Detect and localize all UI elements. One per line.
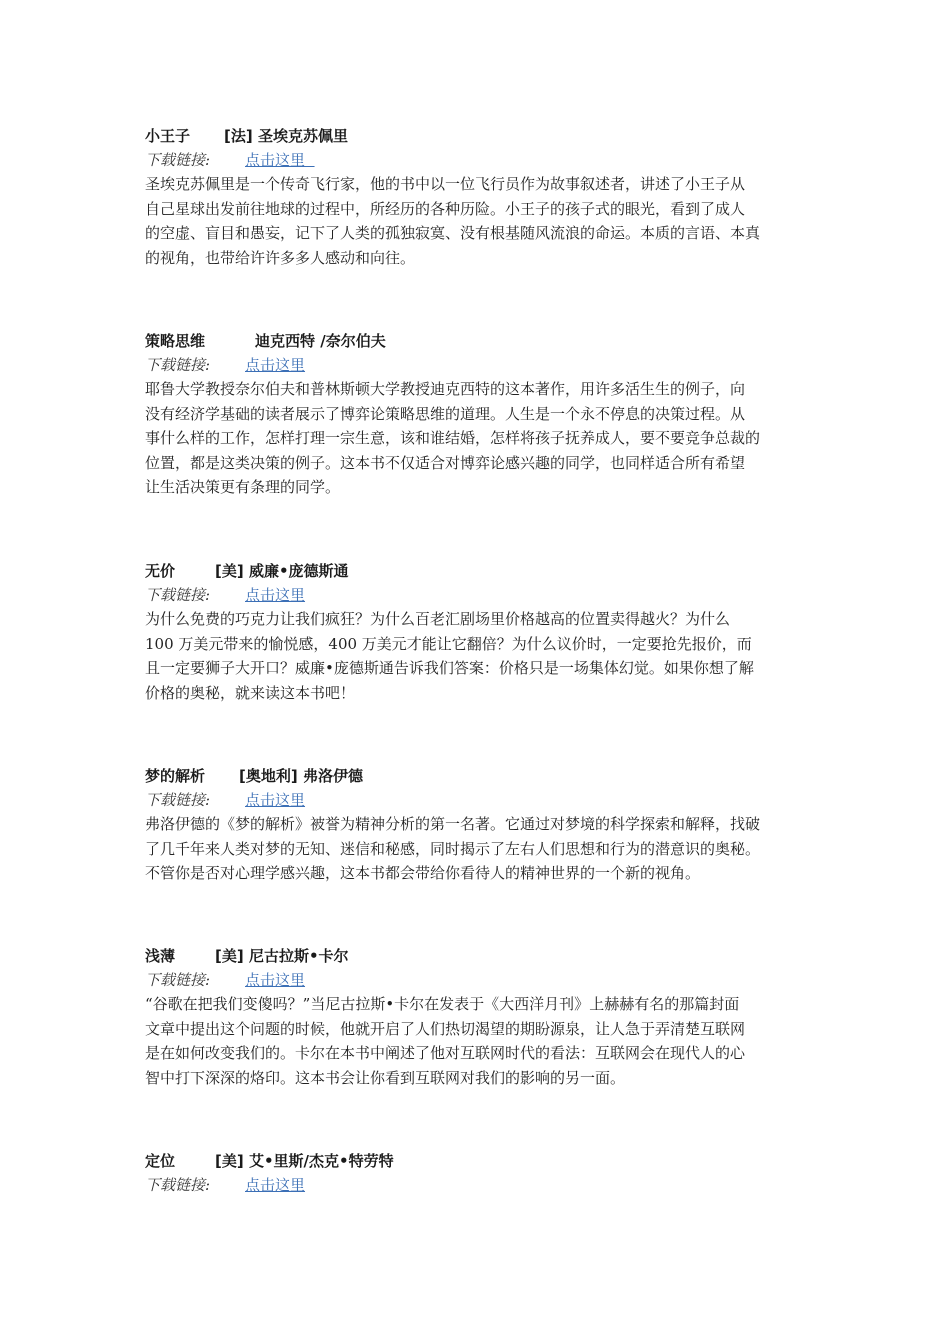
book-entry-positioning (145, 1149, 825, 1197)
description-line: 的空虚、盲目和愚妄，记下了人类的孤独寂寞、没有根基随风流浪的命运。本质的言语、本真 (145, 224, 761, 243)
description-line: 圣埃克苏佩里是一个传奇飞行家，他的书中以一位飞行员作为故事叙述者，讲述了小王子从 (145, 175, 746, 193)
description-line: 不管你是否对心理学感兴趣，这本书都会带给你看待人的精神世界的一个新的视角。 (145, 864, 701, 883)
description-line: 文章中提出这个问题的时候，他就开启了人们热切渴望的期盼源泉，让人急于弄清楚互联网 (145, 1019, 746, 1038)
download-link[interactable]: 点击这里 (245, 791, 306, 809)
download-link-label: 下载链接: (145, 971, 211, 989)
download-link-label: 下载链接: (145, 1176, 211, 1194)
book-heading (145, 559, 825, 583)
book-title: 小王子 (145, 127, 191, 145)
download-link[interactable]: 点击这里 (245, 1176, 306, 1194)
description-line: 位置，都是这类决策的例子。这本书不仅适合对博弈论感兴趣的同学，也同样适合所有希望 (145, 453, 746, 472)
description-line: 让生活决策更有条理的同学。 (145, 478, 341, 497)
download-link-row (145, 148, 825, 172)
description-line: 且一定要狮子大开口？威廉•庞德斯通告诉我们答案：价格只是一场集体幻觉。如果你想了解 (145, 659, 754, 678)
download-link-label: 下载链接: (145, 356, 211, 374)
book-title: 定位 (145, 1152, 176, 1170)
download-link-label: 下载链接: (145, 151, 211, 169)
book-title: 梦的解析 (145, 767, 206, 785)
description-line: 为什么免费的巧克力让我们疯狂？为什么百老汇剧场里价格越高的位置卖得越火？为什么 (145, 610, 731, 628)
book-heading (145, 329, 825, 353)
description-line: 没有经济学基础的读者展示了博弈论策略思维的道理。人生是一个永不停息的决策过程。从 (145, 404, 746, 423)
download-link[interactable]: 点击这里 (245, 151, 315, 169)
download-link-row (145, 353, 825, 377)
book-description (145, 377, 825, 500)
book-entry-strategy-thinking (145, 329, 825, 500)
book-author: 迪克西特 /奈尔伯夫 (255, 332, 386, 350)
description-line: 自己星球出发前往地球的过程中，所经历的各种历险。小王子的孩子式的眼光，看到了成人 (145, 199, 746, 218)
book-entry-interpretation-of-dreams (145, 764, 825, 886)
download-link-label: 下载链接: (145, 586, 211, 604)
book-author: [美] 尼古拉斯•卡尔 (215, 947, 349, 965)
book-title: 浅薄 (145, 947, 176, 965)
download-link[interactable]: 点击这里 (245, 586, 306, 604)
description-line: 弗洛伊德的《梦的解析》被誉为精神分析的第一名著。它通过对梦境的科学探索和解释，找破 (145, 815, 761, 833)
book-heading (145, 764, 825, 788)
book-heading (145, 124, 825, 148)
download-link-row (145, 788, 825, 812)
description-line: 100 万美元带来的愉悦感，400 万美元才能让它翻倍？为什么议价时，一定要抢先报价，而 (145, 634, 752, 653)
download-link-row (145, 1173, 825, 1197)
book-heading (145, 1149, 825, 1173)
book-entry-priceless (145, 559, 825, 705)
description-line: 事什么样的工作，怎样打理一宗生意，该和谁结婚，怎样将孩子抚养成人，要不要竞争总裁的 (145, 429, 761, 448)
download-link-row (145, 583, 825, 607)
book-author: [美] 艾•里斯/杰克•特劳特 (215, 1152, 394, 1170)
download-link-row (145, 968, 825, 992)
description-line: 价格的奥秘，就来读这本书吧！ (145, 683, 356, 702)
description-line: 的视角，也带给许许多多人感动和向往。 (145, 248, 416, 267)
book-description (145, 992, 825, 1090)
description-line: 了几千年来人类对梦的无知、迷信和秘感，同时揭示了左右人们思想和行为的潜意识的奥秘。 (145, 839, 761, 858)
book-author: [法] 圣埃克苏佩里 (224, 127, 348, 145)
book-heading (145, 944, 825, 968)
description-line: 是在如何改变我们的。卡尔在本书中阐述了他对互联网时代的看法：互联网会在现代人的心 (145, 1044, 746, 1063)
book-entry-little-prince (145, 124, 825, 270)
download-link-label: 下载链接: (145, 791, 211, 809)
book-description (145, 812, 825, 886)
book-description (145, 172, 825, 270)
book-title: 策略思维 (145, 332, 206, 350)
book-description (145, 607, 825, 705)
download-link[interactable]: 点击这里 (245, 356, 306, 374)
download-link[interactable]: 点击这里 (245, 971, 306, 989)
description-line: 智中打下深深的烙印。这本书会让你看到互联网对我们的影响的另一面。 (145, 1068, 626, 1087)
book-author: [奥地利] 弗洛伊德 (239, 767, 363, 785)
book-author: [美] 威廉•庞德斯通 (215, 562, 349, 580)
book-title: 无价 (145, 562, 176, 580)
description-line: “谷歌在把我们变傻吗？”当尼古拉斯•卡尔在发表于《大西洋月刊》上赫赫有名的那篇封面 (145, 995, 740, 1013)
description-line: 耶鲁大学教授奈尔伯夫和普林斯顿大学教授迪克西特的这本著作，用许多活生生的例子，向 (145, 380, 746, 398)
book-entry-the-shallows (145, 944, 825, 1090)
